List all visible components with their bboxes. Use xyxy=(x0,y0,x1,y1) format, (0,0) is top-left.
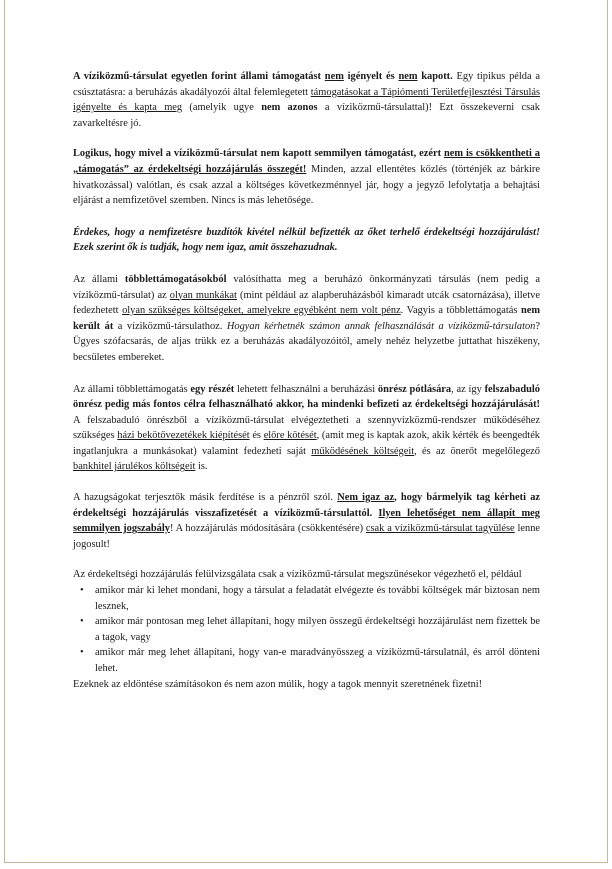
text-italic: Hogyan kérhetnék számon annak felhasználását a víziközmű-társulaton xyxy=(226,320,536,332)
text: , (amit meg is kaptak azok, akik kérték és beengedték ingatlanjukra a munkásokat) valamint fedezheti saját xyxy=(73,430,540,457)
text: Az állami többlettámogatás xyxy=(73,383,191,395)
text-bold-underline: Ilyen lehetőséget nem állapít meg semmilyen jogszabály xyxy=(73,507,540,535)
list-item-text: amikor már pontosan meg lehet állapítani, hogy milyen összegű érdekeltségi hozzájárulást nem fizettek be a tagok, vagy xyxy=(95,616,540,643)
paragraph-lies xyxy=(73,490,540,552)
list-item xyxy=(73,583,540,614)
text-bold: A víziközmű-társulat egyetlen forint állami támogatást xyxy=(73,71,325,82)
text: A hazugságokat terjesztők másik ferdítése is a pénzről szól. xyxy=(73,492,338,504)
text-bold: többlettámogatásokból xyxy=(124,273,227,285)
text: ? Ügyes szófacsarás, de aljas trükk ez a beruházás akadályozóitól, amely nehéz helyzetbe juttathat hiszékeny, becsületes embereket. xyxy=(73,320,540,363)
text: A felszabaduló önrészből a víziközmű-társulat elvégeztetheti a szennyvízközmű-rendszer működéséhez szükséges xyxy=(73,414,540,442)
text-underline: olyan szükséges költségeket, amelyekre egyébként nem volt pénz xyxy=(122,305,401,317)
list-item xyxy=(73,614,540,645)
text: és xyxy=(249,430,264,442)
text: Minden, azzal ellentétes közlés (történjék az bárkire hivatkozással) valótlan, és csak azzal a költséges következménnyel jár, hogy a jegyző lefolytatja a behajtási eljárást a nemfizetővel szemben. Nincs is más lehetősége. xyxy=(73,163,540,207)
list-item xyxy=(73,645,540,676)
text-underline: olyan munkákat xyxy=(169,289,237,301)
text: is. xyxy=(195,461,208,473)
text-bold: egy részét xyxy=(190,383,235,395)
text-underline: támogatásokat a Tápiómenti Területfejlesztési Társulás igényelte és kapta meg xyxy=(73,86,540,114)
bullet-icon: • xyxy=(80,585,84,597)
text-bold: felszabaduló önrész pedig más fontos célra felhasználható akkor, ha mindenki befizeti az érdekeltségi hozzájárulását! xyxy=(73,383,540,411)
text: lehetett felhasználni a beruházási xyxy=(234,383,378,395)
text: a víziközmű-társulattal)! Ezt összekeverni csak zavarkeltésre jó. xyxy=(73,102,540,129)
paragraph-extra-support xyxy=(73,272,540,366)
paragraph-logical xyxy=(73,146,540,208)
text-underline: csak a víziközmű-társulat tagyülése xyxy=(365,523,515,535)
paragraph-state-support xyxy=(73,69,540,131)
text-bold-underline: nem xyxy=(324,71,344,82)
text-underline: előre kötését xyxy=(263,430,317,442)
paragraph-own-contribution xyxy=(73,382,540,476)
text-bold-underline: Nem igaz az xyxy=(337,492,395,504)
text: lenne jogosult! xyxy=(73,523,540,550)
paragraph-review-intro: Az érdekeltségi hozzájárulás felülvizsgálata csak a víziközmű-társulat megszűnésekor végezhető el, például xyxy=(73,569,522,581)
text-bold-italic: Érdekes, hogy a nemfizetésre buzdítók kivétel nélkül befizették az őket terhelő érdekeltségi hozzájárulást! Ezek szerint ők is tudják, hogy nem igaz, amit összehazudnak. xyxy=(73,226,540,254)
list-item-text: amikor már ki lehet mondani, hogy a társulat a feladatát elvégezte és további költségek már biztosan nem lesznek, xyxy=(95,585,540,612)
text-underline: működésének költségeit xyxy=(311,445,415,457)
text-underline: házi bekötővezetékek kiépítését xyxy=(117,430,250,442)
text: , és az önerőt megelőlegező xyxy=(414,445,540,457)
text: (amelyik ugye xyxy=(182,102,262,114)
text: valósíthatta meg a beruházó önkormányzati társulás (nem pedig a víziközmű-társulat) az xyxy=(73,273,541,301)
text: , az így xyxy=(451,383,485,395)
text: a víziközmű-társulathoz. xyxy=(113,320,227,332)
paragraph-interesting xyxy=(73,225,540,256)
text-bold-underline: nem is csökkentheti a „támogatás” az érdekeltségi hozzájárulás összegét! xyxy=(73,148,540,175)
text: (mint például az alapberuházásból kimaradt utcák csatornázása), illetve fedezhetett xyxy=(73,289,540,317)
paragraph-closing: Ezeknek az eldöntése számításokon és nem azon múlik, hogy a tagok mennyit szeretnének fizetni! xyxy=(73,678,483,690)
text-bold-underline: nem xyxy=(398,71,418,82)
text-bold: , hogy bármelyik tag kérheti az érdekeltségi hozzájárulás visszafizetését a víziközmű-társulattól. xyxy=(73,492,540,519)
review-conditions-list xyxy=(73,583,540,677)
text: Egy tipikus példa a csúsztatásra: a beruházás akadályozói által felemlegetett xyxy=(73,71,540,98)
text-bold: igényelt és xyxy=(343,71,399,82)
document-page xyxy=(73,69,540,692)
text: ! A hozzájárulás módosítására (csökkentésére) xyxy=(169,523,366,535)
bullet-icon: • xyxy=(80,616,84,628)
text-bold: Logikus, hogy mivel a víziközmű-társulat nem kapott semmilyen támogatást, ezért xyxy=(73,148,445,160)
list-item-text: amikor már meg lehet állapítani, hogy van-e maradványösszeg a víziközmű-társulatnál, és arról dönteni lehet. xyxy=(95,647,540,674)
text: Az állami xyxy=(73,273,125,285)
text-bold: nem került át xyxy=(73,305,541,332)
text-underline: bankhitel járulékos költségeit xyxy=(73,461,196,473)
text: . Vagyis a többlettámogatás xyxy=(400,305,521,317)
bullet-icon: • xyxy=(80,647,84,659)
text-bold: önrész pótlására xyxy=(377,383,452,395)
text-bold: kapott. xyxy=(417,71,453,82)
text-bold: nem azonos xyxy=(261,102,318,114)
